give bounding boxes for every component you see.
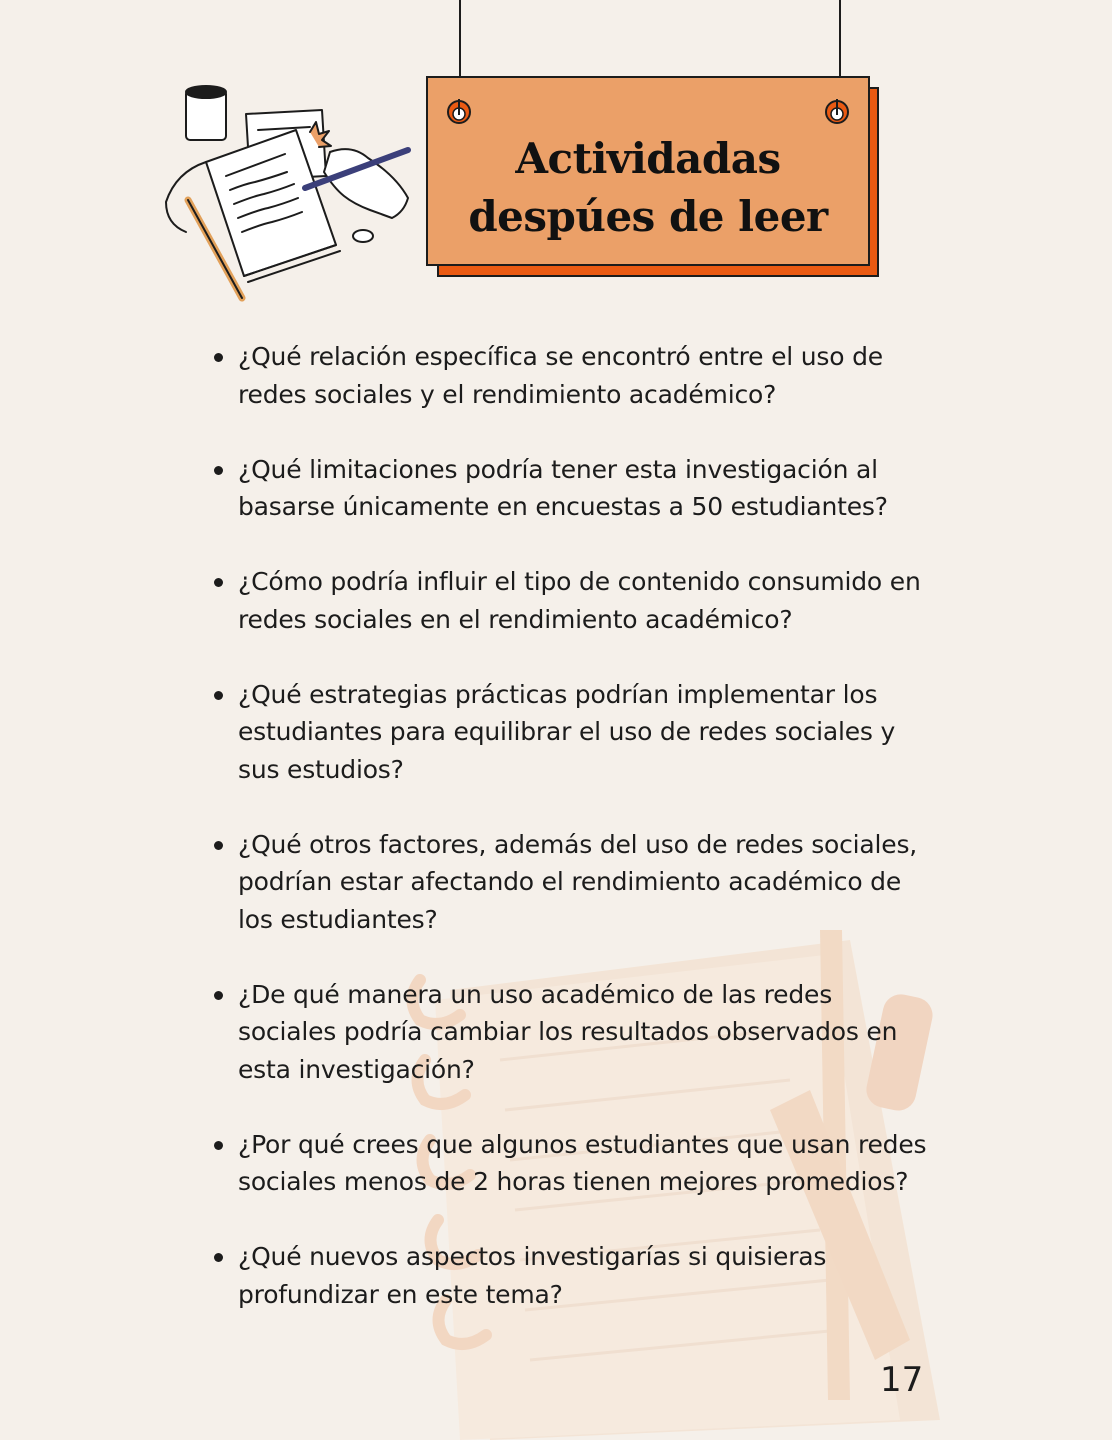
page-title (428, 130, 868, 246)
title-sign (426, 76, 870, 266)
page-title-line-2: despúes de leer (468, 192, 828, 241)
question-item: ¿Qué otros factores, además del uso de redes sociales, podrían estar afectando el rendimiento académico de los estudiantes? (210, 826, 930, 939)
question-item: ¿Qué estrategias prácticas podrían implementar los estudiantes para equilibrar el uso de redes sociales y sus estudios? (210, 676, 930, 789)
sign-hole-icon (824, 99, 850, 125)
page-title-line-1: Actividadas (515, 134, 781, 183)
question-item: ¿Qué relación específica se encontró entre el uso de redes sociales y el rendimiento académico? (210, 338, 930, 413)
question-list (210, 338, 930, 1351)
sign-hole-icon (446, 99, 472, 125)
page-number: 17 (880, 1360, 924, 1400)
desk-writing-sketch-icon (160, 80, 420, 305)
question-item: ¿Cómo podría influir el tipo de contenido consumido en redes sociales en el rendimiento académico? (210, 563, 930, 638)
question-item: ¿Por qué crees que algunos estudiantes que usan redes sociales menos de 2 horas tienen mejores promedios? (210, 1126, 930, 1201)
question-item: ¿Qué limitaciones podría tener esta investigación al basarse únicamente en encuestas a 50 estudiantes? (210, 451, 930, 526)
question-item: ¿De qué manera un uso académico de las redes sociales podría cambiar los resultados observados en esta investigación? (210, 976, 930, 1089)
question-item: ¿Qué nuevos aspectos investigarías si quisieras profundizar en este tema? (210, 1238, 930, 1313)
